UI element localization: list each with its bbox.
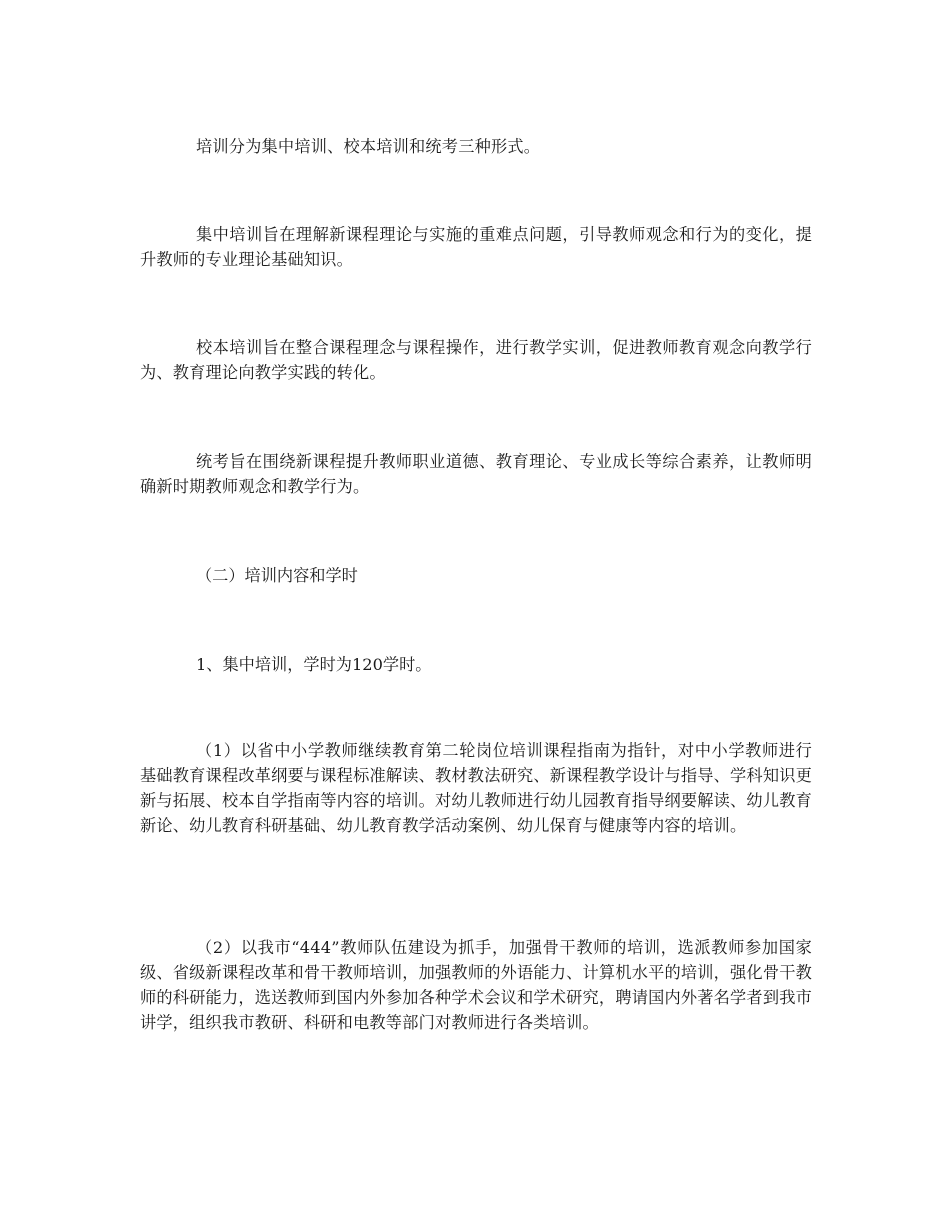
paragraph-training-forms: 培训分为集中培训、校本培训和统考三种形式。 — [196, 137, 541, 156]
paragraph-unified-exam: 统考旨在围绕新课程提升教师职业道德、教育理论、专业成长等综合素养，让教师明确新时期教师观念和教学行为。 — [140, 452, 812, 496]
subheading-centralized-hours: 1、集中培训，学时为120学时。 — [196, 655, 432, 674]
section-heading-content-hours: （二）培训内容和学时 — [196, 566, 358, 585]
paragraph-item-2: （2）以我市“444”教师队伍建设为抓手，加强骨干教师的培训，选派教师参加国家级、省级新课程改革和骨干教师培训，加强教师的外语能力、计算机水平的培训，强化骨干教师的科研能力，选送教师到国内外参加各种学术会议和学术研究，聘请国内外著名学者到我市讲学，组织我市教研、科研和电教等部门对教师进行各类培训。 — [140, 938, 812, 1032]
paragraph-centralized-training: 集中培训旨在理解新课程理论与实施的重难点问题，引导教师观念和行为的变化，提升教师的专业理论基础知识。 — [140, 225, 812, 269]
paragraph-item-1: （1）以省中小学教师继续教育第二轮岗位培训课程指南为指针，对中小学教师进行基础教育课程改革纲要与课程标准解读、教材教法研究、新课程教学设计与指导、学科知识更新与拓展、校本自学指南等内容的培训。对幼儿教师进行幼儿园教育指导纲要解读、幼儿教育新论、幼儿教育科研基础、幼儿教育教学活动案例、幼儿保育与健康等内容的培训。 — [140, 741, 812, 835]
paragraph-school-based-training: 校本培训旨在整合课程理念与课程操作，进行教学实训，促进教师教育观念向教学行为、教育理论向教学实践的转化。 — [140, 338, 812, 382]
